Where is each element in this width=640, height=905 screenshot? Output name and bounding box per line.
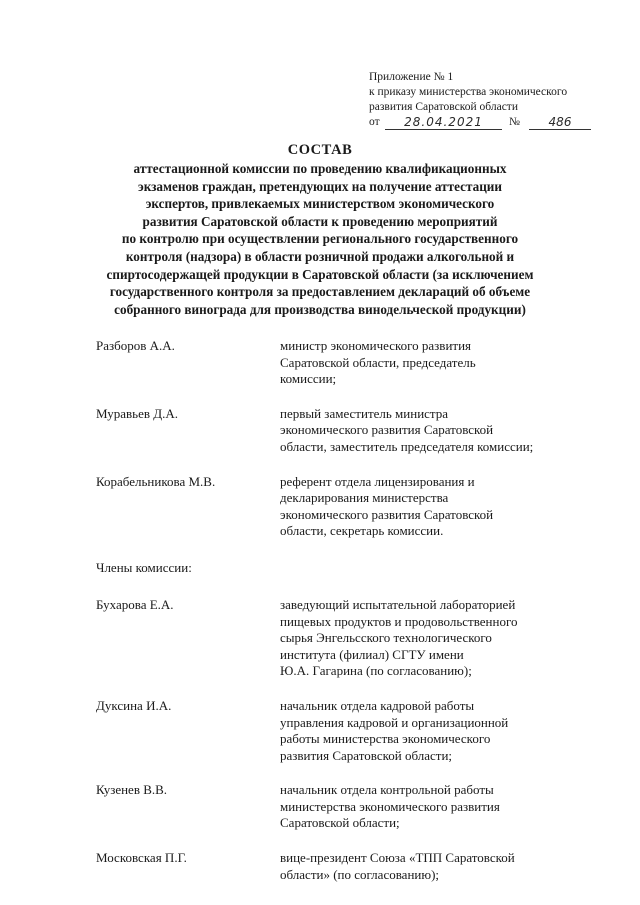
- order-date: 28.04.2021: [385, 115, 502, 130]
- role-line: референт отдела лицензирования и: [280, 473, 475, 489]
- members-label: Члены комиссии:: [96, 559, 192, 575]
- subtitle-line: аттестационной комиссии по проведению квалификационных: [133, 161, 507, 176]
- member-name: Московская П.Г.: [96, 850, 187, 866]
- subtitle-line: экспертов, привлекаемых министерством экономического: [145, 196, 495, 212]
- member-name: Муравьев Д.А.: [96, 405, 178, 421]
- document-title: СОСТАВ: [287, 142, 353, 158]
- order-number: 486: [529, 115, 591, 130]
- role-line: управления кадровой и организационной: [280, 714, 509, 730]
- role-line: области, заместитель председателя комиссии;: [280, 438, 534, 454]
- member-role: [280, 850, 580, 883]
- role-line: первый заместитель министра: [280, 405, 449, 421]
- role-line: Саратовской области, председатель: [280, 354, 476, 370]
- role-line: заведующий испытательной лабораторией: [280, 596, 516, 612]
- role-line: министерства экономического развития: [280, 798, 500, 814]
- member-role: [280, 338, 580, 388]
- appendix-title: Приложение № 1: [369, 71, 454, 83]
- member-role: [280, 782, 580, 832]
- member-row: [96, 698, 616, 764]
- commission-list: [96, 338, 616, 883]
- role-line: министр экономического развития: [280, 338, 472, 353]
- member-row: [96, 406, 616, 456]
- subtitle-line: государственного контроля за предоставлением деклараций об объеме: [109, 284, 531, 300]
- member-role: [280, 474, 580, 540]
- member-name: Разборов А.А.: [96, 338, 175, 353]
- number-label: №: [509, 116, 520, 128]
- role-line: сырья Энгельсского технологического: [280, 630, 492, 646]
- role-line: декларирования министерства: [280, 490, 449, 506]
- role-line: пищевых продуктов и продовольственного: [280, 613, 518, 629]
- order-date-number-row: [369, 115, 619, 131]
- document-subtitle: [95, 160, 545, 318]
- role-line: вице-президент Союза «ТПП Саратовской: [280, 850, 515, 866]
- member-role: [280, 406, 580, 456]
- role-line: комиссии;: [280, 371, 337, 387]
- role-line: начальник отдела кадровой работы: [280, 697, 475, 713]
- role-line: экономического развития Саратовской: [280, 422, 494, 438]
- member-role: [280, 597, 580, 680]
- subtitle-line: собранного винограда для производства винодельческой продукции): [114, 301, 526, 317]
- role-line: института (филиал) СГТУ имени: [280, 646, 464, 662]
- member-row: [96, 597, 616, 680]
- member-row: [96, 782, 616, 832]
- subtitle-line: развития Саратовской области к проведению мероприятий: [142, 213, 498, 229]
- role-line: начальник отдела контрольной работы: [280, 782, 494, 798]
- member-name: Дуксина И.А.: [96, 697, 172, 713]
- subtitle-line: по контролю при осуществлении регионального государственного: [121, 231, 519, 247]
- member-row: [96, 338, 616, 388]
- from-label: от: [369, 116, 380, 128]
- role-line: работы министерства экономического: [280, 731, 491, 747]
- subtitle-line: экзаменов граждан, претендующих на получение аттестации: [138, 178, 502, 194]
- subtitle-line: контроля (надзора) в области розничной продажи алкогольной и: [125, 248, 515, 264]
- appendix-order-ref: к приказу министерства экономического: [369, 86, 568, 98]
- member-row: [96, 850, 616, 883]
- role-line: Ю.А. Гагарина (по согласованию);: [280, 663, 472, 679]
- member-name: Бухарова Е.А.: [96, 596, 174, 612]
- role-line: области, секретарь комиссии.: [280, 523, 444, 539]
- appendix-block: [369, 70, 619, 131]
- subtitle-line: спиртосодержащей продукции в Саратовской области (за исключением: [106, 266, 534, 282]
- role-line: развития Саратовской области;: [280, 747, 453, 763]
- appendix-ministry: развития Саратовской области: [369, 101, 518, 113]
- role-line: экономического развития Саратовской: [280, 506, 494, 522]
- role-line: области» (по согласованию);: [280, 866, 440, 882]
- member-name: Кузенев В.В.: [96, 782, 168, 798]
- member-row: [96, 474, 616, 540]
- member-name: Корабельникова М.В.: [96, 473, 216, 489]
- role-line: Саратовской области;: [280, 815, 400, 831]
- member-role: [280, 698, 580, 764]
